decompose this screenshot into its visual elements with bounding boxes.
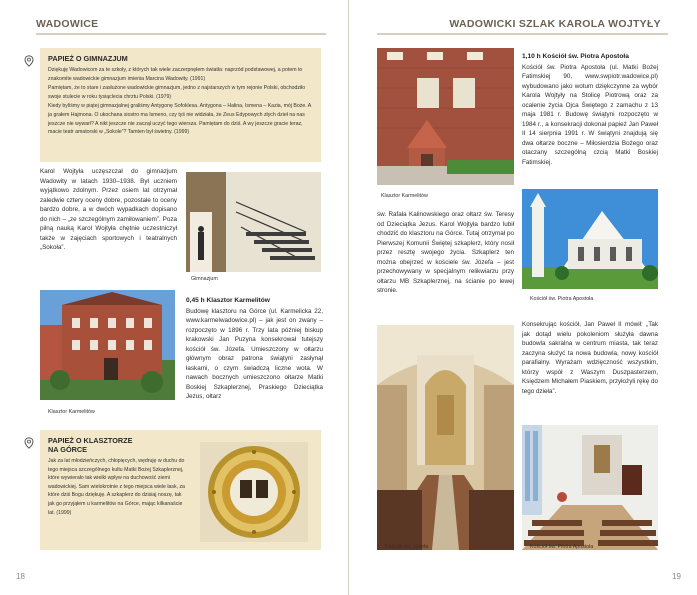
body-text-gymnasium: Karol Wojtyła uczęszczał do gimnazjum Wadowity w latach 1930–1938. Był uczniem wyjątkowo zdolnym. Przez osiem lat otrzymał zaledwie cztery oceny dobre, pozostałe to oceny bardzo dobre, a w dwóch wypadkach dopisano do nich – „ze szczególnym zamiłowaniem”. Poza pilną nauką Karol Wojtyła chętnie uczestniczył także w zajęciach sportowych i teatralnych „Sokoła”.: [40, 168, 177, 251]
photo-klasztor-karmelitow: [377, 48, 514, 185]
section-karmelitow: [186, 296, 323, 402]
page-number: 18: [16, 572, 25, 581]
photo-klasztor-karmelitow: [40, 290, 175, 400]
right-page: [349, 0, 697, 595]
photo-caption: Klasztor Karmelitów: [48, 409, 95, 415]
section-body: Budowę klasztoru na Górce (ul. Karmelicka 22, www.karmelwadowice.pl) – jak jest on zwany – rozpoczęto w 1896 r. Trzy lata później biskup krakowski Jan Puzyna konsekrował tutejszy kościół św. Józefa. Umieszczony w ołtarzu głównym obraz patrona świątyni zasłynął łaskami, o czym świadczą liczne wota. W nawach bocznych umieszczono ołtarze Matki Boskiej Szkaplerznej, Praskiego Dzieciątka Jezus, ołtarz: [186, 307, 323, 400]
box-title: PAPIEŻ O KLASZTORZE: [48, 436, 133, 445]
photo-caption: Gimnazjum: [191, 276, 218, 282]
box-paragraph: Kiedy byliśmy w piątej gimnazjalnej graliśmy Antygonę Sofoklesa. Antygona – Halina, Ismena – Kazia, mój Boże. A ja grałem Hajmona. O ukochana siostro ma Ismeno, czy tyś nie widziała, że Zeus Edypowych złych dzieł na nas jeszcze nie wywarł? A nikt jeszcze nie zaczął uczyć tego wiersza. Pamiętam do dziś. A wy jeszcze gracie teraz, macie teatr amatorski w „Sokole”? Tamten był świetny. (1999): [48, 103, 311, 136]
photo-caption: Kościół św. Józefa: [385, 544, 429, 550]
photo-gymnasium: [186, 172, 321, 272]
box-title-line2: NA GÓRCE: [48, 445, 88, 454]
photo-kosciol-piotra: [522, 189, 658, 289]
section-kosciol-piotra: [522, 52, 658, 167]
header-rule: [377, 33, 668, 35]
reliquary-image: [200, 442, 308, 542]
section-heading: 0,45 h Klasztor Karmelitów: [186, 297, 270, 304]
body-text-konsekracja: Konsekrując kościół, Jan Paweł II mówił: „Tak jak dotąd wielu pokoleniom służyła dawna budowla sakralna w centrum miasta, tak teraz zaczyna służyć ta nowa budowla, nowy kościół parafialny. Wyrażam wdzięczność wszystkim, którzy współ z Waszym Duszpasterzem, Księdzem Michałem Piaskiem, przyłożyli rękę do tego dzieła”.: [522, 321, 658, 395]
photo-kosciol-piotra-interior: [522, 425, 658, 550]
header-rule: [36, 33, 326, 35]
box-paragraph: Dziękuję Wadowicom za te szkoły, z których tak wiele zaczerpnęłem światła: naprzód podstawowej, a potem to znakomite wadowickie gimnazjum imienia Marcina Wadowity. (1991): [48, 67, 303, 82]
page-number: 19: [672, 572, 681, 581]
section-heading: 1,10 h Kościół św. Piotra Apostoła: [522, 53, 629, 60]
location-pin-icon: [24, 55, 34, 67]
body-text-szkaplerz: św. Rafała Kalinowskiego oraz ołtarz św. Teresy od Dzieciątka Jezus. Karol Wojtyła bardzo lubił chodzić do klasztoru na Górce. Tutaj otrzymał po Pierwszej Komunii Świętej szkaplerz, który nosił przez resztę swojego życia. Szkaplerz ten można obejrzeć w kościele św. Józefa – jest przechowywany w specjalnym relikwiarzu przy ołtarzu MB Szkaplerznej, na ścianie po lewej stronie.: [377, 211, 514, 294]
photo-caption: Kościół św. Piotra Apostoła: [530, 544, 594, 550]
box-paragraph: Pamiętam, że to stare i zasłużone wadowickie gimnazjum, jedno z najstarszych w tym rejonie Polski, obchodziło swoje stulecie w roku tysiąclecia chrztu Polski. (1979): [48, 85, 306, 100]
running-header: WADOWICE: [36, 18, 99, 30]
photo-kosciol-jozefa: [377, 325, 514, 550]
photo-caption: Kościół św. Piotra Apostoła: [530, 296, 594, 302]
running-header: WADOWICKI SZLAK KAROLA WOJTYŁY: [449, 18, 661, 30]
quote-box-gymnasium: [40, 48, 321, 162]
section-body: Kościół św. Piotra Apostoła (ul. Matki Bożej Fatimskiej 90, www.swpiotr.wadowice.pl) wybudowano jako wotum dziękczynne za wybór Karola Wojtyły na Stolicę Piotrową oraz za ocalenie życia Ojca Świętego z zamachu z 13 maja 1981 r. Budowę świątyni rozpoczęto w 1984 r., a konsekracji dokonał papież Jan Paweł II 14 sierpnia 1991 r. W świątyni znajdują się dwa ołtarze boczne – Miłosierdzia Bożego oraz otaczany szczególną czcią Matki Boskiej Fatimskiej.: [522, 63, 658, 166]
box-paragraph: Jak za lat młodzieńczych, chłopięcych, wędruję w duchu do tego miejsca szczególnego kultu Matki Bożej Szkaplerznej, które wywierało tak wielki wpływ na duchowość ziemi wadowickiej. Sam wielokrotnie z tego miejsca wiele łask, za które dziś Bogu dziękuję. A szkaplerz do dzisiaj noszę, tak jak go przyjąłem u karmelitów na Górce, mając kilkanaście lat. (1999): [48, 458, 185, 516]
quote-box-klasztor: [40, 430, 321, 550]
photo-caption: Klasztor Karmelitów: [381, 193, 428, 199]
location-pin-icon: [24, 437, 34, 449]
box-title: PAPIEŻ O GIMNAZJUM: [48, 54, 128, 63]
